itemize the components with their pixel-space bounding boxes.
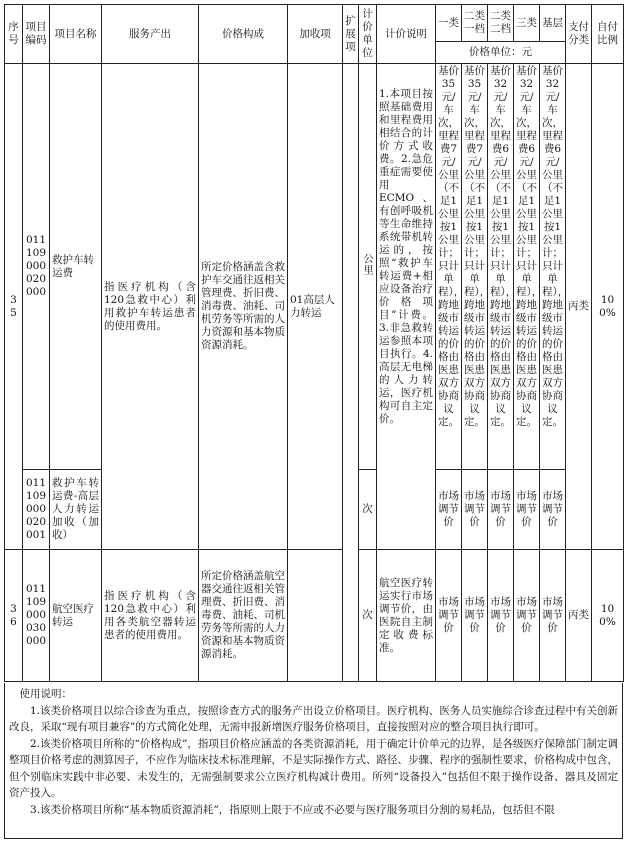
header-self-pay: 自付比例 <box>592 5 624 64</box>
header-extension: 扩展项 <box>343 5 359 64</box>
row-extension <box>343 64 359 682</box>
row-addon: 01高层人力转运 <box>288 64 343 550</box>
row-service-output: 指医疗机构（含120急救中心）利用各类航空器转运患者的使用费用。 <box>102 550 199 682</box>
row-price-class2-2: 市场调节价 <box>488 550 514 682</box>
row-addon <box>288 550 343 682</box>
usage-note-item: 1.该类价格项目以综合诊查为重点，按照诊查方式的服务产出设立价格项目。医疗机构、医务人员实施综合诊查过程中有关创新改良，采取“现有项目兼容”的方式简化处理，无需申报新增医疗服务价格项目，直接按照对应的整合项目执行即可。 <box>9 704 618 733</box>
row-seq: 36 <box>5 550 23 682</box>
table-row <box>5 64 624 470</box>
header-name: 项目名称 <box>50 5 102 64</box>
row-price-base: 市场调节价 <box>540 470 566 550</box>
row-code: 011109000020000 <box>23 64 50 470</box>
row-price-class2-2: 市场调节价 <box>488 470 514 550</box>
row-unit: 次 <box>359 550 377 682</box>
row-payment-class: 丙类 <box>566 64 592 550</box>
row-self-pay: 100% <box>592 550 624 682</box>
header-service-output: 服务产出 <box>102 5 199 64</box>
row-price-class1: 基价35元/车次，里程费7元/公里（不足1公里按1公里计；只计单程），跨地级市转运的价格由医患双方协商议定。 <box>436 64 462 470</box>
header-class1: 一类 <box>436 5 462 42</box>
header-pricing-note: 计价说明 <box>377 5 436 64</box>
row-price-base: 市场调节价 <box>540 550 566 682</box>
header-addon: 加收项 <box>288 5 343 64</box>
row-price-class2-1: 市场调节价 <box>462 550 488 682</box>
row-payment-class: 丙类 <box>566 550 592 682</box>
header-price-composition: 价格构成 <box>199 5 288 64</box>
row-name: 航空医疗转运 <box>50 550 102 682</box>
header-class2-2: 二类二档 <box>488 5 514 42</box>
row-unit: 次 <box>359 470 377 550</box>
usage-notes <box>4 683 623 839</box>
row-unit: 公里 <box>362 253 374 276</box>
row-price-class1: 市场调节价 <box>436 470 462 550</box>
row-code: 011109000020001 <box>23 470 50 550</box>
row-name: 救护车转运费 <box>50 64 102 470</box>
header-class2-1: 二类一档 <box>462 5 488 42</box>
row-service-output: 指医疗机构（含120急救中心）利用救护车转运患者的使用费用。 <box>102 64 199 550</box>
row-price-composition: 所定价格涵盖含救护车交通往返相关管理费、折旧费、消毒费、油耗、司机劳务等所需的人力资源和基本物质资源消耗。 <box>199 64 288 550</box>
table-row <box>5 550 624 682</box>
row-pricing-note: 航空医疗转运实行市场调节价，由医院自主制定收费标准。 <box>377 550 436 682</box>
row-price-class1: 市场调节价 <box>436 550 462 682</box>
row-unit-cell <box>359 64 377 470</box>
row-price-class2-1: 基价35元/车次，里程费7元/公里（不足1公里按1公里计；只计单程），跨地级市转运的价格由医患双方协商议定。 <box>462 64 488 470</box>
row-price-composition: 所定价格涵盖航空器交通往返相关管理费、折旧费、消毒费、油耗、司机劳务等所需的人力资源和基本物质资源消耗。 <box>199 550 288 682</box>
header-seq: 序号 <box>5 5 23 64</box>
row-price-class3: 市场调节价 <box>514 470 540 550</box>
header-unit: 计价单位 <box>359 5 377 64</box>
row-price-base: 基价32元/车次，里程费6元/公里（不足1公里按1公里计；只计单程），跨地级市转运的价格由医患双方协商议定。 <box>540 64 566 470</box>
row-self-pay: 100% <box>592 64 624 550</box>
price-table <box>4 4 624 682</box>
header-row-1 <box>5 5 624 42</box>
row-pricing-note: 1.本项目按照基础费用和里程费用相结合的计价方式收费。2.急危重症需要使用ECMO、有创呼吸机等生命维持系统带机转运的，按照“救护车转运费+相应设备治疗价格项目”计费。3.非急救转运参照本项目执行。4.高层无电梯的人力转运，医疗机构可自主定价。 <box>377 64 436 550</box>
header-base: 基层 <box>540 5 566 42</box>
row-seq: 35 <box>5 64 23 550</box>
row-price-class2-1: 市场调节价 <box>462 470 488 550</box>
usage-note-item: 2.该类价格项目所称的“价格构成”，指项目价格应涵盖的各类资源消耗，用于确定计价单元的边界，是各级医疗保障部门制定调整项目价格考虑的测算因子，不应作为临床技术标准理解，不是实际操作方式、路径、步骤、程序的强制性要求，价格构成中包含，但个别临床实践中非必要、未发生的，无需强制要求公立医疗机构减计费用。所列“设备投入”包括但不限于操作设备、器具及固定资产投入。 <box>9 737 618 799</box>
header-payment-class: 支付分类 <box>566 5 592 64</box>
usage-note-item: 3.该类价格项目所称“基本物质资源消耗”，指原则上限于不应或不必要与医疗服务项目分割的易耗品，包括但不限 <box>30 803 555 816</box>
row-price-class2-2: 基价32元/车次，里程费6元/公里（不足1公里按1公里计；只计单程），跨地级市转运的价格由医患双方协商议定。 <box>488 64 514 470</box>
header-price-unit: 价格单位：元 <box>436 42 566 64</box>
row-price-class3: 市场调节价 <box>514 550 540 682</box>
row-code: 011109000030000 <box>23 550 50 682</box>
usage-notes-title: 使用说明： <box>19 688 72 700</box>
header-code: 项目编码 <box>23 5 50 64</box>
row-price-class3: 基价32元/车次，里程费6元/公里（不足1公里按1公里计；只计单程），跨地级市转运的价格由医患双方协商议定。 <box>514 64 540 470</box>
row-name: 救护车转运费-高层人力转运加收（加收） <box>50 470 102 550</box>
header-class3: 三类 <box>514 5 540 42</box>
